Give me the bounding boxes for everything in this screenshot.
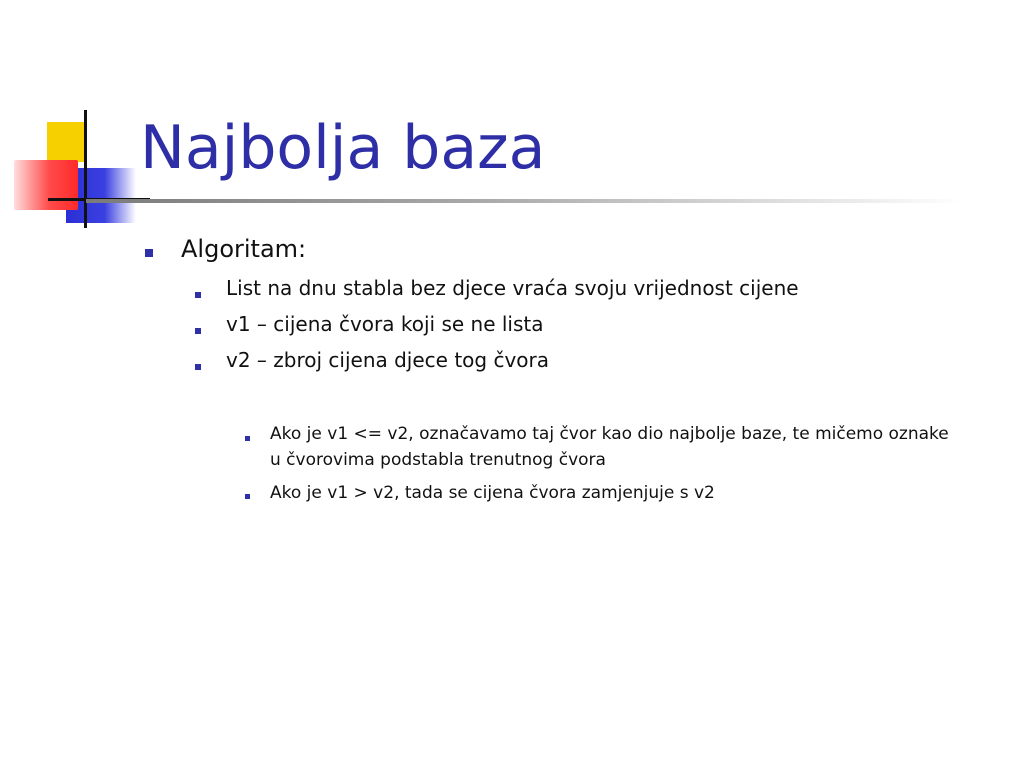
title-underline [86,199,966,203]
bullet-marker [145,249,153,257]
bullet-level3: Ako je v1 > v2, tada se cijena čvora zamjenjuje s v2 [270,483,715,503]
slide-logo [0,0,150,240]
bullet-level2: List na dnu stabla bez djece vraća svoju vrijednost cijene [226,276,799,300]
bullet-marker [195,292,201,298]
bullet-level2: v2 – zbroj cijena djece tog čvora [226,348,549,372]
bullet-marker [195,328,201,334]
logo-vertical-line [84,110,87,228]
bullet-level1: Algoritam: [181,235,307,263]
logo-yellow-square [47,122,85,162]
bullet-marker [195,364,201,370]
bullet-level2: v1 – cijena čvora koji se ne lista [226,312,544,336]
bullet-marker [245,494,250,499]
bullet-level3: Ako je v1 <= v2, označavamo taj čvor kao dio najbolje baze, te mičemo oznake u čvorovima podstabla trenutnog čvora [270,424,949,470]
logo-red-square [14,160,78,210]
bullet-marker [245,436,250,441]
slide-title: Najbolja baza [140,113,546,183]
